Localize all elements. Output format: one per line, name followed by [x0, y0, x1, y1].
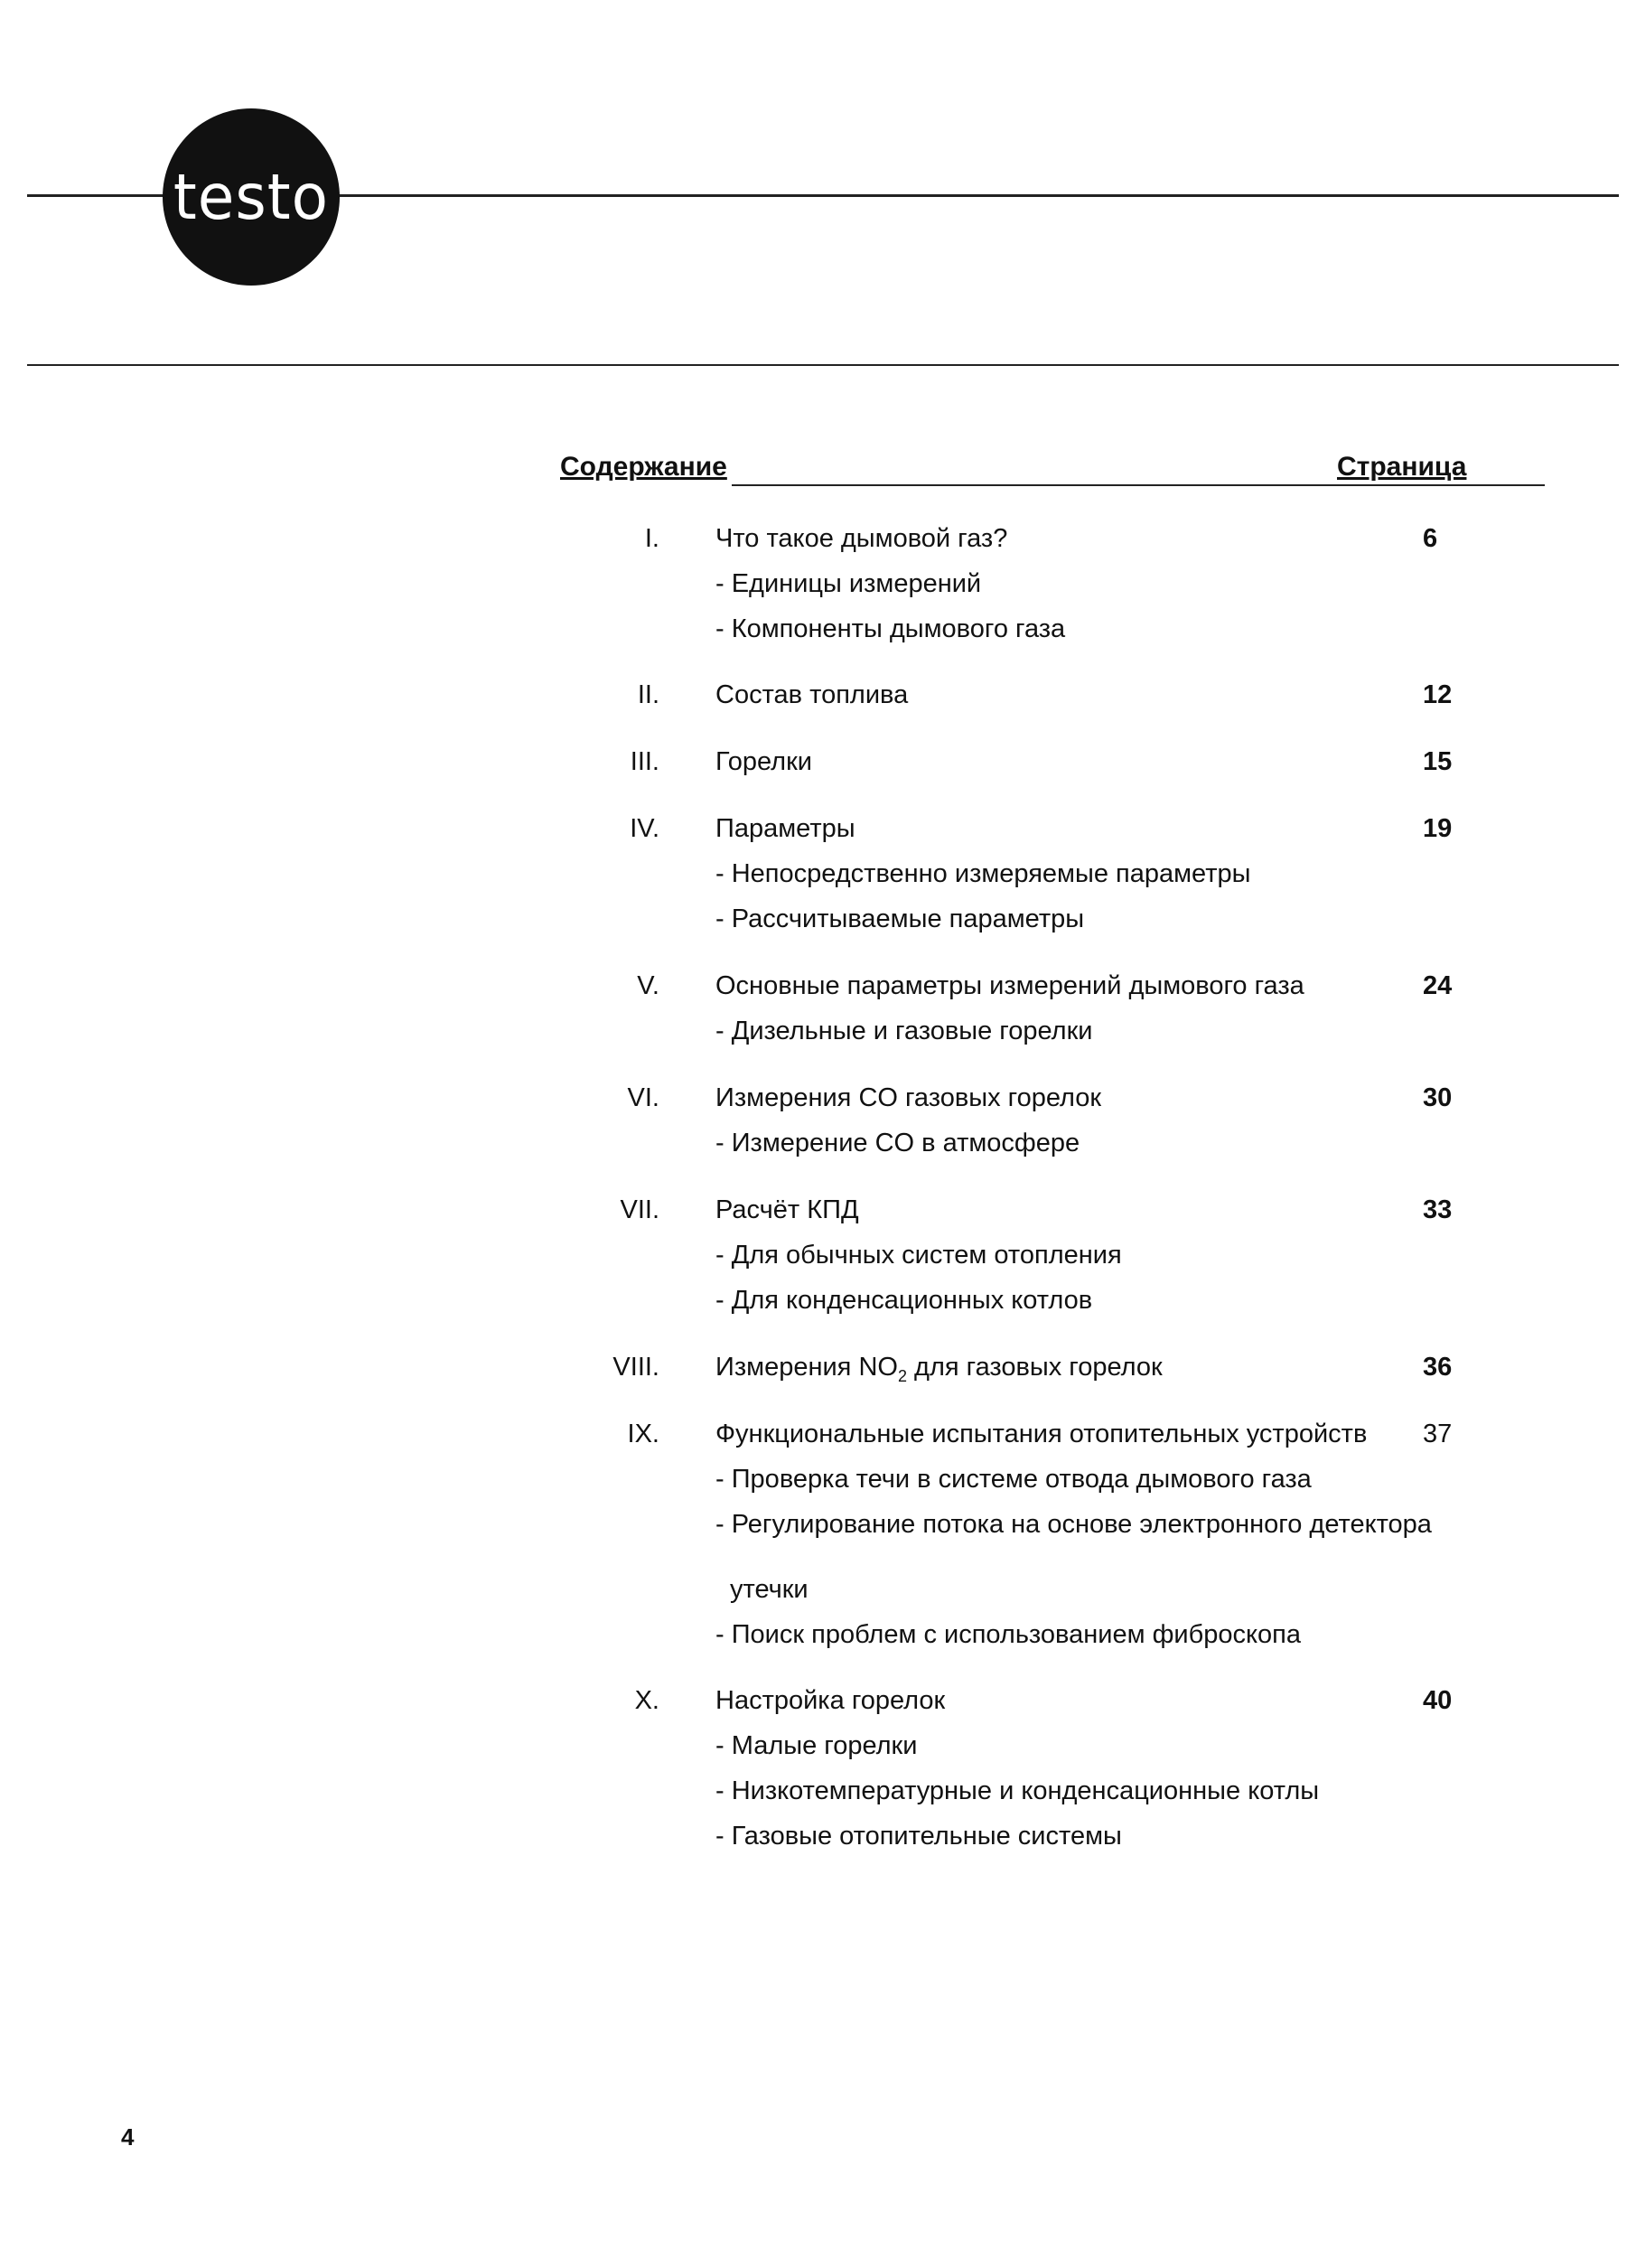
- section-number: VIII.: [612, 1353, 659, 1382]
- subscript: 2: [897, 1366, 907, 1385]
- section-number: VI.: [627, 1083, 659, 1112]
- subsection: - Низкотемпературные и конденсационные котлы: [715, 1776, 1320, 1805]
- section-title: Функциональные испытания отопительных устройств: [715, 1420, 1368, 1448]
- section-page: 36: [1423, 1353, 1453, 1382]
- toc-header: [560, 452, 1554, 497]
- toc-header-line: [732, 484, 1545, 486]
- section-number: III.: [630, 747, 659, 776]
- section-page: 33: [1423, 1195, 1453, 1224]
- logo-text: testo: [173, 160, 330, 234]
- section-title: Расчёт КПД: [715, 1195, 859, 1224]
- title-part: для газовых горелок: [906, 1353, 1163, 1382]
- section-number: IV.: [630, 814, 659, 843]
- section-title: Горелки: [715, 747, 812, 776]
- section-number: IX.: [627, 1420, 659, 1448]
- section-title: Основные параметры измерений дымового газа: [715, 971, 1304, 1000]
- section-number: VII.: [620, 1195, 659, 1224]
- toc-header-contents: Содержание: [560, 452, 727, 482]
- section-title: Состав топлива: [715, 680, 909, 709]
- section-page: 24: [1423, 971, 1453, 1000]
- testo-logo: [163, 108, 340, 286]
- subsection: - Проверка течи в системе отвода дымового газа: [715, 1465, 1312, 1494]
- section-title: Что такое дымовой газ?: [715, 524, 1008, 553]
- subsection: - Поиск проблем с использованием фиброскопа: [715, 1620, 1301, 1649]
- subsection: - Непосредственно измеряемые параметры: [715, 859, 1251, 888]
- subsection: - Газовые отопительные системы: [715, 1822, 1122, 1851]
- section-page: 15: [1423, 747, 1453, 776]
- section-number: I.: [644, 524, 659, 553]
- subsection: - Дизельные и газовые горелки: [715, 1017, 1093, 1045]
- section-title: Измерения CO газовых горелок: [715, 1083, 1102, 1112]
- header-rule-right: [336, 194, 1619, 197]
- section-number: V.: [637, 971, 659, 1000]
- page-number: 4: [121, 2123, 135, 2151]
- section-number: II.: [637, 680, 659, 709]
- toc-header-page: Страница: [1337, 452, 1467, 482]
- subsection: - Для конденсационных котлов: [715, 1286, 1093, 1315]
- subsection: - Рассчитываемые параметры: [715, 904, 1085, 933]
- divider-rule: [27, 364, 1619, 366]
- section-page: 19: [1423, 814, 1453, 843]
- header-rule-left: [27, 194, 167, 197]
- section-title: Параметры: [715, 814, 855, 843]
- table-of-contents: [560, 452, 1554, 1851]
- subsection: - Единицы измерений: [715, 569, 982, 598]
- subsection: - Малые горелки: [715, 1731, 918, 1760]
- subsection: утечки: [730, 1575, 809, 1604]
- section-page: 12: [1423, 680, 1453, 709]
- subsection: - Регулирование потока на основе электронного детектора: [715, 1510, 1432, 1539]
- section-title: Настройка горелок: [715, 1686, 946, 1715]
- title-part: Измерения NO: [715, 1353, 898, 1382]
- subsection: - Компоненты дымового газа: [715, 614, 1066, 643]
- section-page: 6: [1423, 524, 1438, 553]
- section-page: 40: [1423, 1686, 1453, 1715]
- subsection: - Для обычных систем отопления: [715, 1241, 1122, 1270]
- section-page: 37: [1423, 1420, 1453, 1448]
- section-title: [715, 1353, 1163, 1386]
- section-number: X.: [634, 1686, 659, 1715]
- subsection: - Измерение CO в атмосфере: [715, 1129, 1080, 1157]
- section-page: 30: [1423, 1083, 1453, 1112]
